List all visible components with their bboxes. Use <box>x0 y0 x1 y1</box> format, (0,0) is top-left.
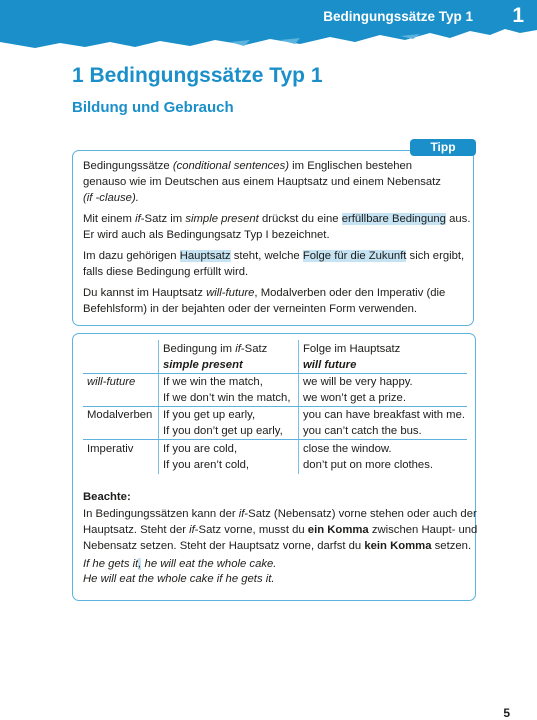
text: -Satz im <box>140 213 186 225</box>
text: sich ergibt, <box>406 250 465 262</box>
highlight: Folge für die Zukunft <box>302 250 407 262</box>
table-rule <box>83 439 467 440</box>
if-clause: If you get up early, <box>163 409 256 421</box>
example-sentence-2: He will eat the whole cake if he gets it. <box>83 573 275 585</box>
text: falls diese Bedingung erfüllt wird. <box>83 266 249 278</box>
chapter-number: 1 <box>512 4 524 27</box>
term-italic: (conditional sentences) <box>172 160 289 172</box>
main-clause: you can have breakfast with me. <box>303 409 466 421</box>
term-italic: (if -clause). <box>83 192 139 204</box>
text: Befehlsform) in der bejahten oder der verneinten Form verwenden. <box>83 303 418 315</box>
table-header-consequence <box>303 341 400 373</box>
main-clause: don’t put on more clothes. <box>303 459 433 471</box>
if-clause: If we win the match, <box>163 376 263 388</box>
column-divider <box>158 340 159 474</box>
beachte-heading: Beachte: <box>83 491 131 503</box>
text: Bedingung im <box>163 343 236 355</box>
term-italic: if <box>235 343 241 355</box>
term-italic: if <box>135 213 141 225</box>
row-label: will-future <box>87 376 136 388</box>
text: zwischen Haupt- und <box>368 524 478 536</box>
main-clause: we will be very happy. <box>303 376 413 388</box>
text: -Satz (Nebensatz) vorne stehen oder auch der <box>244 508 477 520</box>
text: In Bedingungssätzen kann der <box>83 508 239 520</box>
highlight: erfüllbare Bedingung <box>341 213 446 225</box>
text: aus. <box>445 213 471 225</box>
main-clause: you can’t catch the bus. <box>303 425 422 437</box>
text: Er wird auch als Bedingungsatz Typ I bezeichnet. <box>83 229 330 241</box>
text: Nebensatz setzen. Steht der Hauptsatz vorne, darfst du <box>83 540 365 552</box>
text: Im dazu gehörigen <box>83 250 180 262</box>
highlighted-comma: , <box>138 558 142 570</box>
main-clause: close the window. <box>303 443 392 455</box>
text: steht, welche <box>230 250 303 262</box>
term-italic: if <box>238 508 245 520</box>
text: -Satz vorne, musst du <box>194 524 308 536</box>
text: Bedingungssätze <box>83 160 173 172</box>
beachte-line-1 <box>83 506 477 522</box>
term-italic: simple present <box>185 213 259 225</box>
text: Hauptsatz. Steht der <box>83 524 190 536</box>
section-heading: Bildung und Gebrauch <box>72 99 234 116</box>
beachte-line-3 <box>83 538 471 554</box>
beachte-line-2 <box>83 522 477 538</box>
header-brush-band <box>0 0 537 48</box>
text: setzen. <box>431 540 472 552</box>
main-clause: we won’t get a prize. <box>303 392 406 404</box>
column-divider <box>298 340 299 474</box>
example-sentence-1 <box>83 557 276 572</box>
tipp-paragraph-1 <box>83 158 473 206</box>
text: -Satz <box>240 343 268 355</box>
term-italic: if <box>189 524 195 536</box>
text: If he gets it <box>83 558 139 570</box>
tipp-paragraph-4 <box>83 285 473 317</box>
bold-term: ein Komma <box>307 524 369 536</box>
bold-term: kein Komma <box>364 540 432 552</box>
text: , Modalverben oder den Imperativ (die <box>254 287 446 299</box>
tipp-paragraph-2 <box>83 211 473 243</box>
page-title: 1 Bedingungssätze Typ 1 <box>72 64 323 87</box>
text: Folge im Hauptsatz <box>303 343 401 355</box>
if-clause: If you aren’t cold, <box>163 459 250 471</box>
highlight: Hauptsatz <box>179 250 231 262</box>
running-header-title: Bedingungssätze Typ 1 <box>323 9 473 24</box>
tipp-badge: Tipp <box>410 139 476 156</box>
if-clause: If we don’t win the match, <box>163 392 291 404</box>
tense-label: will future <box>303 359 357 371</box>
text: genauso wie im Deutschen aus einem Hauptsatz und einem Nebensatz <box>83 176 441 188</box>
if-clause: If you don’t get up early, <box>163 425 283 437</box>
text: Du kannst im Hauptsatz <box>83 287 207 299</box>
text: drückst du eine <box>258 213 342 225</box>
tense-label: simple present <box>163 359 243 371</box>
text: im Englischen bestehen <box>289 160 413 172</box>
if-clause: If you are cold, <box>163 443 238 455</box>
page-number: 5 <box>503 706 510 720</box>
row-label: Modalverben <box>87 409 153 421</box>
row-label: Imperativ <box>87 443 134 455</box>
table-header-condition <box>163 341 267 373</box>
term-italic: will-future <box>206 287 255 299</box>
tipp-paragraph-3 <box>83 248 473 280</box>
text: Mit einem <box>83 213 136 225</box>
text: he will eat the whole cake. <box>141 558 277 570</box>
